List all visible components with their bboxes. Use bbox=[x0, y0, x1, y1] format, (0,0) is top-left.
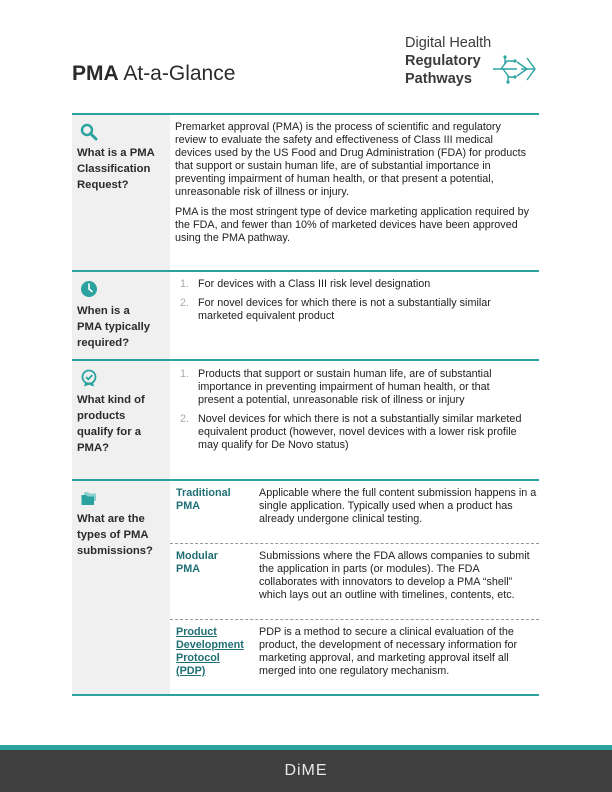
paragraph: Premarket approval (PMA) is the process of scientific and regulatory review to evaluate the safety and effectiveness of Class III medical devices used by the US Food and Drug Administration (FDA) for products that support or sustain human life, are of substantial importance in preventing impairment of human health, or that present a potential, unreasonable risk of illness or injury. bbox=[175, 121, 527, 198]
submission-description: Applicable where the full content submission happens in a single application. Typically used when a product has already undergone clinical testing. bbox=[259, 487, 537, 525]
section-sidebar bbox=[72, 272, 170, 359]
brand-line-2: Regulatory bbox=[405, 53, 481, 69]
page-title bbox=[72, 62, 235, 86]
footer bbox=[0, 745, 612, 792]
submission-label: Traditional PMA bbox=[176, 487, 231, 512]
list-item: 1. Products that support or sustain human life, are of substantial importance in preventing impairment of human health, or that present a potential, unreasonable risk of illness or injury bbox=[180, 368, 492, 406]
title-rest: At-a-Glance bbox=[118, 62, 236, 85]
circuit-arrow-icon bbox=[491, 54, 537, 84]
badge-icon bbox=[80, 369, 98, 387]
clock-icon bbox=[80, 280, 98, 298]
brand-logo bbox=[405, 35, 545, 91]
dashed-divider bbox=[170, 543, 539, 544]
dashed-divider bbox=[170, 619, 539, 620]
section-question: When is a PMA typically required? bbox=[77, 305, 151, 349]
folders-icon bbox=[80, 489, 98, 507]
paragraph: PMA is the most stringent type of device marketing application required by the FDA, and fewer than 10% of marketed devices have been approved using the PMA pathway. bbox=[175, 206, 530, 244]
submission-description: Submissions where the FDA allows companies to submit the application in parts (or modules). The FDA collaborates with innovators to develop a PMA “shell” which lays out an outline with timelines, contents, etc. bbox=[259, 550, 530, 601]
divider bbox=[72, 694, 539, 696]
ordered-list bbox=[175, 368, 525, 458]
section-sidebar bbox=[72, 481, 170, 694]
submission-label: Modular PMA bbox=[176, 550, 218, 575]
section-question: What kind of products qualify for a PMA? bbox=[77, 394, 145, 454]
section-question: What is a PMA Classification Request? bbox=[77, 147, 155, 191]
search-icon bbox=[80, 123, 98, 141]
submission-description: PDP is a method to secure a clinical evaluation of the product, the development of necessary information for marketing approval, and marketing approval itself all merged into one regulatory mechanism. bbox=[259, 626, 518, 677]
list-item: 1. For devices with a Class III risk level designation bbox=[180, 278, 431, 290]
footer-logo: DiME bbox=[284, 762, 328, 779]
pdp-link[interactable]: Product Development Protocol (PDP) bbox=[176, 626, 244, 677]
section-sidebar bbox=[72, 115, 170, 270]
ordered-list bbox=[175, 278, 525, 329]
brand-line-3: Pathways bbox=[405, 71, 472, 87]
list-item: 2. Novel devices for which there is not a substantially similar marketed equivalent product (however, novel devices with a lower risk profile may qualify for De Novo status) bbox=[180, 413, 522, 451]
section-sidebar bbox=[72, 361, 170, 479]
list-item: 2. For novel devices for which there is not a substantially similar marketed equivalent product bbox=[180, 297, 491, 322]
section-body bbox=[175, 121, 531, 252]
title-bold: PMA bbox=[72, 62, 119, 85]
section-question: What are the types of PMA submissions? bbox=[77, 513, 153, 557]
brand-line-1: Digital Health bbox=[405, 35, 492, 51]
